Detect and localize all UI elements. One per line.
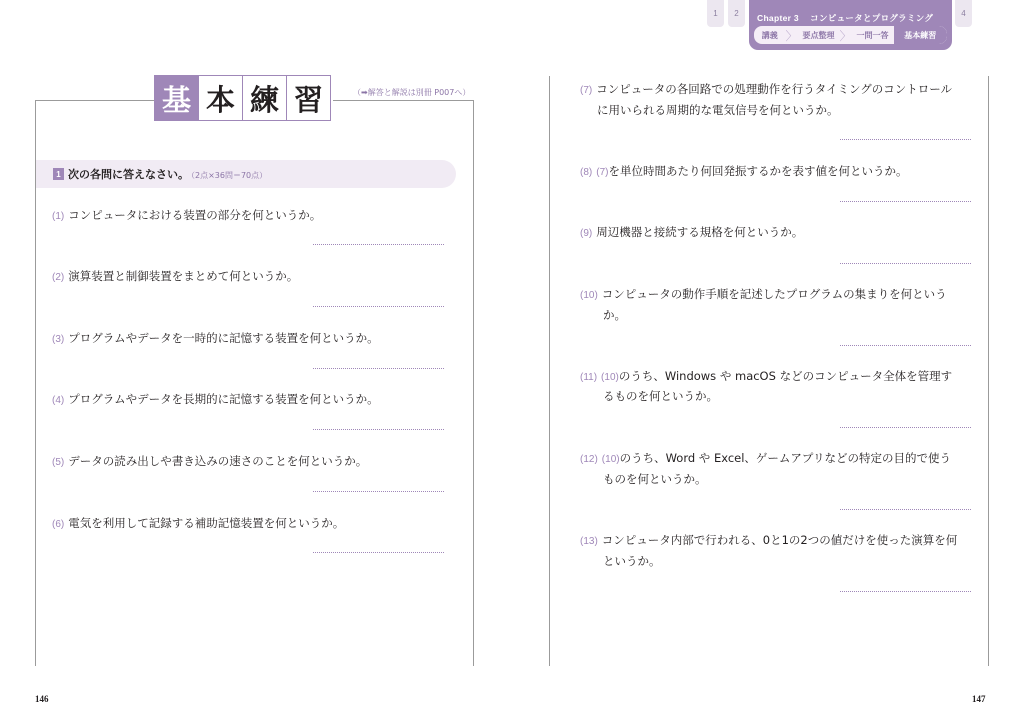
question-reference: (10) bbox=[601, 454, 620, 465]
question-continuation: ものを何というか。 bbox=[603, 472, 707, 486]
title-char: 練 bbox=[243, 75, 287, 121]
chapter-name: コンピュータとプログラミング bbox=[810, 14, 934, 24]
chapter-number: Chapter 3 bbox=[757, 13, 799, 23]
chapter-header bbox=[749, 0, 952, 50]
answer-line[interactable] bbox=[840, 263, 971, 264]
answer-line[interactable] bbox=[313, 429, 444, 430]
question bbox=[52, 513, 344, 535]
question-text: コンピュータにおける装置の部分を何というか。 bbox=[68, 208, 322, 222]
section-number: 1 bbox=[53, 168, 64, 180]
title-char: 本 bbox=[199, 75, 243, 121]
crumb-summary[interactable]: 要点整理 bbox=[802, 30, 835, 40]
question bbox=[52, 266, 298, 288]
chapter-tab-1[interactable]: 1 bbox=[707, 0, 724, 27]
question-text: のうち、Windows や macOS などのコンピュータ全体を管理す bbox=[618, 369, 953, 383]
question-text: コンピュータの各回路での処理動作を行うタイミングのコントロール bbox=[596, 82, 953, 96]
question-text: データの読み出しや書き込みの速さのことを何というか。 bbox=[68, 454, 368, 468]
answer-line[interactable] bbox=[840, 345, 971, 346]
question-text: プログラムやデータを長期的に記憶する装置を何というか。 bbox=[68, 392, 379, 406]
question-number: (7) bbox=[580, 85, 593, 96]
question bbox=[52, 328, 379, 350]
chevron-right-icon: 〉 bbox=[839, 28, 852, 43]
question bbox=[580, 448, 951, 470]
answer-line[interactable] bbox=[840, 591, 971, 592]
question-text: コンピュータ内部で行われる、0と1の2つの値だけを使った演算を何 bbox=[601, 533, 958, 547]
section-score: （2点×36問＝70点） bbox=[191, 171, 268, 180]
left-frame-top-right bbox=[333, 100, 473, 101]
page-number-left: 146 bbox=[35, 694, 49, 704]
answer-line[interactable] bbox=[313, 306, 444, 307]
question-text: 電気を利用して記録する補助記憶装置を何というか。 bbox=[68, 516, 345, 530]
question-number: (3) bbox=[52, 334, 65, 345]
question-number: (6) bbox=[52, 519, 65, 530]
question-reference: (10) bbox=[601, 372, 619, 383]
answer-line[interactable] bbox=[840, 201, 971, 202]
answer-line[interactable] bbox=[840, 139, 971, 140]
question bbox=[580, 79, 952, 101]
question-continuation: るものを何というか。 bbox=[603, 389, 718, 403]
question-text: を単位時間あたり何回発振するかを表す値を何というか。 bbox=[608, 164, 908, 178]
question bbox=[580, 366, 952, 388]
question bbox=[580, 161, 907, 183]
section-heading bbox=[36, 160, 456, 188]
answer-line[interactable] bbox=[840, 509, 971, 510]
question-reference: (7) bbox=[596, 167, 609, 178]
question bbox=[52, 389, 379, 411]
crumb-lecture[interactable]: 講義 bbox=[761, 30, 778, 40]
answer-line[interactable] bbox=[313, 491, 444, 492]
title-char: 基 bbox=[154, 75, 199, 121]
question-text: 周辺機器と接続する規格を何というか。 bbox=[596, 225, 804, 239]
question-number: (12) bbox=[580, 454, 598, 465]
chevron-right-icon: 〉 bbox=[785, 28, 798, 43]
right-frame-left bbox=[549, 76, 550, 666]
question-number: (5) bbox=[52, 457, 65, 468]
section-instruction bbox=[68, 166, 267, 182]
question-text: のうち、Word や Excel、ゲームアプリなどの特定の目的で使う bbox=[619, 451, 951, 465]
question-number: (2) bbox=[52, 272, 65, 283]
title-char: 習 bbox=[287, 75, 331, 121]
question bbox=[580, 530, 957, 552]
question-number: (4) bbox=[52, 395, 65, 406]
left-frame-top bbox=[35, 100, 155, 101]
question-text: 演算装置と制御装置をまとめて何というか。 bbox=[68, 269, 299, 283]
question-number: (1) bbox=[52, 211, 65, 222]
crumb-practice[interactable]: 基本練習 bbox=[894, 26, 947, 44]
question-number: (11) bbox=[580, 372, 598, 383]
answer-line[interactable] bbox=[840, 427, 971, 428]
crumb-qa[interactable]: 一問一答 bbox=[856, 30, 889, 40]
chapter-title bbox=[757, 12, 933, 24]
answer-reference: （➡解答と解説は別冊 P007へ） bbox=[353, 88, 471, 97]
question bbox=[580, 284, 947, 306]
answer-line[interactable] bbox=[313, 552, 444, 553]
section-heading-text: 次の各問に答えなさい。 bbox=[68, 168, 189, 181]
question-text: プログラムやデータを一時的に記憶する装置を何というか。 bbox=[68, 331, 379, 345]
left-frame-right bbox=[473, 100, 474, 666]
answer-line[interactable] bbox=[313, 368, 444, 369]
question-text: コンピュータの動作手順を記述したプログラムの集まりを何という bbox=[601, 287, 947, 301]
question-number: (10) bbox=[580, 290, 598, 301]
question-continuation: か。 bbox=[603, 308, 626, 322]
answer-line[interactable] bbox=[313, 244, 444, 245]
question-number: (8) bbox=[580, 167, 593, 178]
chapter-tab-4[interactable]: 4 bbox=[955, 0, 972, 27]
question-continuation: に用いられる周期的な電気信号を何というか。 bbox=[597, 103, 839, 117]
chapter-tab-2[interactable]: 2 bbox=[728, 0, 745, 27]
question-number: (13) bbox=[580, 536, 598, 547]
question bbox=[52, 451, 367, 473]
question-continuation: というか。 bbox=[603, 554, 661, 568]
question bbox=[580, 222, 803, 244]
breadcrumb bbox=[754, 26, 947, 44]
page-number-right: 147 bbox=[972, 694, 986, 704]
page-title bbox=[154, 75, 331, 121]
question-number: (9) bbox=[580, 228, 593, 239]
question bbox=[52, 205, 321, 227]
right-frame-right bbox=[988, 76, 989, 666]
